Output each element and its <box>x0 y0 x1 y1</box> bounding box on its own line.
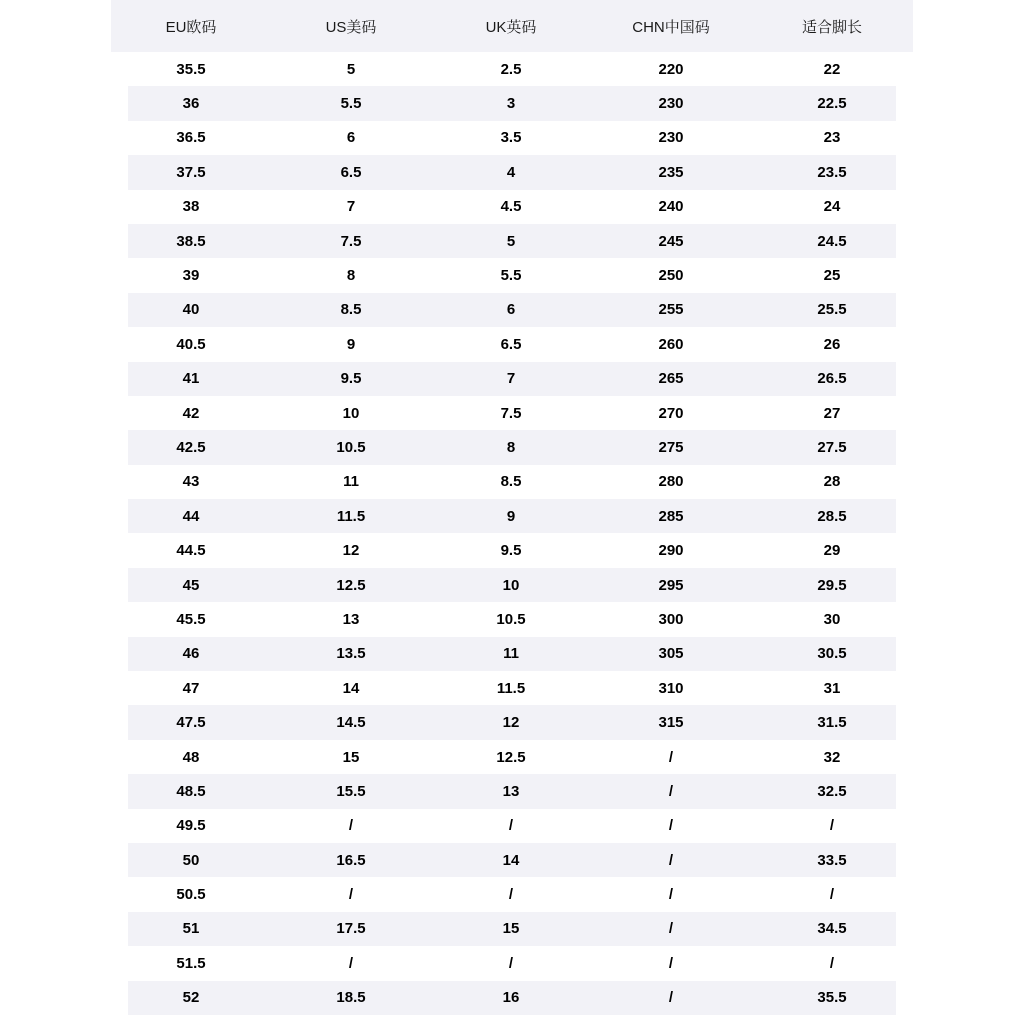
table-cell: 240 <box>591 190 751 224</box>
table-row <box>111 602 913 636</box>
table-cell: 28.5 <box>751 499 913 533</box>
table-row <box>111 809 913 843</box>
table-cell: 9 <box>271 327 431 361</box>
table-cell: 23.5 <box>751 155 913 189</box>
table-cell: 17.5 <box>271 912 431 946</box>
table-cell: 13 <box>271 602 431 636</box>
right-margin <box>896 52 913 1024</box>
table-cell: 32 <box>751 740 913 774</box>
table-cell: 10 <box>431 568 591 602</box>
table-cell: 44 <box>111 499 271 533</box>
table-cell: 23 <box>751 121 913 155</box>
table-cell: 38.5 <box>111 224 271 258</box>
table-cell: 13 <box>431 774 591 808</box>
table-body <box>111 52 913 1015</box>
table-cell: 6.5 <box>271 155 431 189</box>
table-cell: 37.5 <box>111 155 271 189</box>
table-cell: / <box>271 809 431 843</box>
table-cell: 3.5 <box>431 121 591 155</box>
table-cell: 28 <box>751 465 913 499</box>
table-cell: 16 <box>431 981 591 1015</box>
table-cell: 11 <box>271 465 431 499</box>
table-row <box>111 190 913 224</box>
table-cell: 310 <box>591 671 751 705</box>
table-cell: 32.5 <box>751 774 913 808</box>
table-cell: 5 <box>271 52 431 86</box>
table-cell: 24 <box>751 190 913 224</box>
table-row <box>111 946 913 980</box>
table-cell: 6 <box>431 293 591 327</box>
table-cell: 16.5 <box>271 843 431 877</box>
column-header-chn: CHN中国码 <box>591 0 751 52</box>
table-cell: 46 <box>111 637 271 671</box>
left-margin <box>111 52 128 1024</box>
table-row <box>111 981 913 1015</box>
table-header-row <box>111 0 913 52</box>
table-cell: 33.5 <box>751 843 913 877</box>
table-cell: 15.5 <box>271 774 431 808</box>
table-cell: 230 <box>591 121 751 155</box>
table-cell: 36 <box>111 86 271 120</box>
table-cell: 2.5 <box>431 52 591 86</box>
table-cell: 14 <box>271 671 431 705</box>
table-cell: 8.5 <box>431 465 591 499</box>
table-cell: 35.5 <box>751 981 913 1015</box>
table-cell: 44.5 <box>111 533 271 567</box>
table-row <box>111 155 913 189</box>
table-cell: / <box>591 946 751 980</box>
table-cell: 40 <box>111 293 271 327</box>
table-row <box>111 637 913 671</box>
table-cell: 29.5 <box>751 568 913 602</box>
shoe-size-table <box>111 0 913 1015</box>
table-cell: 5 <box>431 224 591 258</box>
table-cell: / <box>591 740 751 774</box>
table-cell: 275 <box>591 430 751 464</box>
table-cell: 50.5 <box>111 877 271 911</box>
table-cell: 31.5 <box>751 705 913 739</box>
table-cell: 7 <box>271 190 431 224</box>
table-cell: 3 <box>431 86 591 120</box>
size-chart-container <box>111 0 913 1015</box>
table-cell: / <box>751 809 913 843</box>
table-cell: 18.5 <box>271 981 431 1015</box>
table-cell: 5.5 <box>431 258 591 292</box>
table-row <box>111 258 913 292</box>
table-cell: 220 <box>591 52 751 86</box>
table-cell: 29 <box>751 533 913 567</box>
column-header-us: US美码 <box>271 0 431 52</box>
table-cell: 10.5 <box>271 430 431 464</box>
table-row <box>111 86 913 120</box>
column-header-foot-length: 适合脚长 <box>751 0 913 52</box>
table-cell: 15 <box>271 740 431 774</box>
table-cell: 43 <box>111 465 271 499</box>
table-cell: 245 <box>591 224 751 258</box>
table-row <box>111 121 913 155</box>
table-cell: 47 <box>111 671 271 705</box>
table-cell: 25.5 <box>751 293 913 327</box>
table-cell: 285 <box>591 499 751 533</box>
table-row <box>111 465 913 499</box>
table-cell: 6.5 <box>431 327 591 361</box>
table-cell: 250 <box>591 258 751 292</box>
table-cell: 25 <box>751 258 913 292</box>
table-cell: 51.5 <box>111 946 271 980</box>
table-cell: 12 <box>431 705 591 739</box>
table-row <box>111 52 913 86</box>
column-header-uk: UK英码 <box>431 0 591 52</box>
table-cell: 50 <box>111 843 271 877</box>
table-cell: 24.5 <box>751 224 913 258</box>
table-cell: 255 <box>591 293 751 327</box>
table-cell: 7.5 <box>271 224 431 258</box>
table-cell: 270 <box>591 396 751 430</box>
table-cell: 39 <box>111 258 271 292</box>
table-cell: 7.5 <box>431 396 591 430</box>
table-row <box>111 671 913 705</box>
table-cell: 15 <box>431 912 591 946</box>
table-cell: 42.5 <box>111 430 271 464</box>
table-cell: / <box>431 809 591 843</box>
table-cell: 290 <box>591 533 751 567</box>
table-cell: 13.5 <box>271 637 431 671</box>
table-cell: 5.5 <box>271 86 431 120</box>
table-row <box>111 843 913 877</box>
table-cell: 305 <box>591 637 751 671</box>
table-cell: 35.5 <box>111 52 271 86</box>
table-cell: 30.5 <box>751 637 913 671</box>
table-cell: 8 <box>271 258 431 292</box>
table-cell: 48.5 <box>111 774 271 808</box>
table-cell: 8 <box>431 430 591 464</box>
table-cell: 295 <box>591 568 751 602</box>
table-cell: 14.5 <box>271 705 431 739</box>
table-cell: / <box>591 809 751 843</box>
table-cell: / <box>751 946 913 980</box>
table-cell: 45.5 <box>111 602 271 636</box>
table-cell: 10.5 <box>431 602 591 636</box>
table-cell: 12 <box>271 533 431 567</box>
table-cell: / <box>271 877 431 911</box>
table-row <box>111 224 913 258</box>
table-cell: 4.5 <box>431 190 591 224</box>
table-row <box>111 705 913 739</box>
table-row <box>111 877 913 911</box>
table-row <box>111 430 913 464</box>
table-cell: 235 <box>591 155 751 189</box>
table-cell: 49.5 <box>111 809 271 843</box>
table-cell: 41 <box>111 362 271 396</box>
table-cell: 45 <box>111 568 271 602</box>
table-row <box>111 533 913 567</box>
table-row <box>111 362 913 396</box>
table-cell: 9.5 <box>271 362 431 396</box>
table-cell: 47.5 <box>111 705 271 739</box>
table-cell: 6 <box>271 121 431 155</box>
table-cell: 27 <box>751 396 913 430</box>
table-cell: 300 <box>591 602 751 636</box>
table-row <box>111 396 913 430</box>
table-cell: / <box>271 946 431 980</box>
table-cell: / <box>431 877 591 911</box>
table-cell: 40.5 <box>111 327 271 361</box>
table-cell: 260 <box>591 327 751 361</box>
table-row <box>111 568 913 602</box>
table-cell: 11 <box>431 637 591 671</box>
table-cell: 22 <box>751 52 913 86</box>
table-cell: 280 <box>591 465 751 499</box>
table-cell: 7 <box>431 362 591 396</box>
table-cell: 8.5 <box>271 293 431 327</box>
table-cell: 22.5 <box>751 86 913 120</box>
table-row <box>111 912 913 946</box>
table-cell: / <box>591 877 751 911</box>
table-cell: 30 <box>751 602 913 636</box>
table-cell: 36.5 <box>111 121 271 155</box>
table-cell: 14 <box>431 843 591 877</box>
table-row <box>111 327 913 361</box>
table-cell: / <box>591 912 751 946</box>
table-cell: 38 <box>111 190 271 224</box>
table-cell: 52 <box>111 981 271 1015</box>
table-cell: / <box>591 981 751 1015</box>
table-cell: 48 <box>111 740 271 774</box>
table-cell: 230 <box>591 86 751 120</box>
table-cell: 9.5 <box>431 533 591 567</box>
table-header <box>111 0 913 52</box>
table-cell: / <box>751 877 913 911</box>
table-cell: 4 <box>431 155 591 189</box>
table-row <box>111 740 913 774</box>
table-cell: 26 <box>751 327 913 361</box>
table-cell: 9 <box>431 499 591 533</box>
table-cell: / <box>431 946 591 980</box>
table-cell: / <box>591 774 751 808</box>
table-cell: 12.5 <box>271 568 431 602</box>
table-cell: 11.5 <box>271 499 431 533</box>
table-cell: 10 <box>271 396 431 430</box>
table-cell: 42 <box>111 396 271 430</box>
table-cell: 51 <box>111 912 271 946</box>
table-cell: 34.5 <box>751 912 913 946</box>
table-cell: 27.5 <box>751 430 913 464</box>
table-cell: / <box>591 843 751 877</box>
table-row <box>111 499 913 533</box>
table-cell: 31 <box>751 671 913 705</box>
column-header-eu: EU欧码 <box>111 0 271 52</box>
table-cell: 11.5 <box>431 671 591 705</box>
table-row <box>111 293 913 327</box>
table-cell: 12.5 <box>431 740 591 774</box>
table-cell: 315 <box>591 705 751 739</box>
table-row <box>111 774 913 808</box>
table-cell: 265 <box>591 362 751 396</box>
table-cell: 26.5 <box>751 362 913 396</box>
